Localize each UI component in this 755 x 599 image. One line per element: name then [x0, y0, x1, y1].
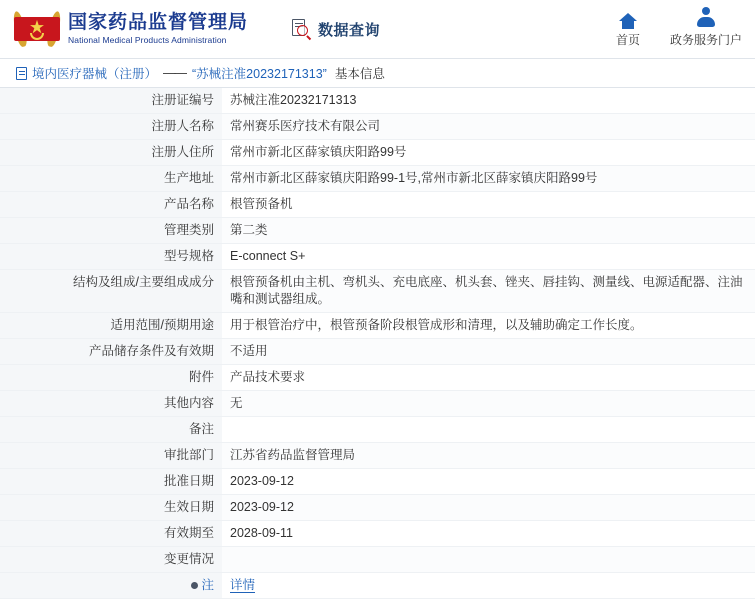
row-value: 江苏省药品监督管理局 [222, 443, 755, 469]
row-value: 用于根管治疗中，根管预备阶段根管成形和清理，以及辅助确定工作长度。 [222, 313, 755, 339]
home-icon [619, 6, 637, 28]
table-row [0, 270, 755, 313]
row-label: 附件 [0, 365, 222, 391]
row-value: 不适用 [222, 339, 755, 365]
row-value: 常州市新北区薛家镇庆阳路99号 [222, 140, 755, 166]
table-row [0, 192, 755, 218]
row-label: 变更情况 [0, 547, 222, 573]
row-label: 批准日期 [0, 469, 222, 495]
detail-table-body [0, 88, 755, 599]
row-value [222, 547, 755, 573]
row-value: 2028-09-11 [222, 521, 755, 547]
row-value: 常州赛乐医疗技术有限公司 [222, 114, 755, 140]
note-label-cell [0, 573, 222, 599]
table-row [0, 391, 755, 417]
row-label: 注册人住所 [0, 140, 222, 166]
document-search-icon [290, 18, 312, 40]
national-emblem-icon: ★ [14, 9, 60, 49]
row-value: 无 [222, 391, 755, 417]
row-label: 其他内容 [0, 391, 222, 417]
table-row [0, 495, 755, 521]
table-row [0, 313, 755, 339]
table-row [0, 521, 755, 547]
table-row [0, 218, 755, 244]
breadcrumb-registration-no: “苏械注准20232171313” [192, 67, 327, 81]
note-value-cell [222, 573, 755, 599]
data-query-label: 数据查询 [318, 21, 381, 39]
note-label: 注 [201, 578, 214, 592]
table-row [0, 114, 755, 140]
row-value: 根管预备机 [222, 192, 755, 218]
page-header [0, 0, 755, 58]
device-detail-table [0, 88, 755, 599]
row-label: 型号规格 [0, 244, 222, 270]
nav-item-home[interactable] [589, 6, 667, 48]
row-label: 适用范围/预期用途 [0, 313, 222, 339]
row-label: 产品名称 [0, 192, 222, 218]
row-label: 审批部门 [0, 443, 222, 469]
top-nav [589, 6, 745, 48]
info-bullet-icon [191, 582, 198, 589]
table-row [0, 244, 755, 270]
breadcrumb-tail: 基本信息 [334, 67, 385, 81]
table-row [0, 88, 755, 114]
row-label: 有效期至 [0, 521, 222, 547]
nav-item-home-label: 首页 [615, 33, 640, 47]
breadcrumb-separator: —— [163, 66, 187, 80]
note-detail-link[interactable]: 详情 [230, 578, 256, 592]
table-row [0, 166, 755, 192]
row-value: 2023-09-12 [222, 495, 755, 521]
nav-item-service-portal-label: 政务服务门户 [669, 33, 742, 47]
table-row [0, 547, 755, 573]
data-query-entry[interactable] [290, 18, 380, 40]
table-row-note [0, 573, 755, 599]
row-label: 结构及组成/主要组成成分 [0, 270, 222, 313]
row-value: 根管预备机由主机、弯机头、充电底座、机头套、锉夹、唇挂钩、测量线、电源适配器、注油嘴和测试器组成。 [222, 270, 755, 313]
org-name-en: National Medical Products Administration [68, 35, 227, 45]
row-value: 第二类 [222, 218, 755, 244]
row-value: E-connect S+ [222, 244, 755, 270]
nav-item-service-portal[interactable] [667, 6, 745, 48]
breadcrumb [0, 58, 755, 88]
row-label: 注册人名称 [0, 114, 222, 140]
table-row [0, 365, 755, 391]
document-icon [16, 67, 27, 80]
row-label: 备注 [0, 417, 222, 443]
org-name-cn: 国家药品监督管理局 [68, 12, 249, 33]
row-value: 苏械注准20232171313 [222, 88, 755, 114]
organization-title [68, 12, 248, 46]
row-label: 管理类别 [0, 218, 222, 244]
row-label: 注册证编号 [0, 88, 222, 114]
row-value: 常州市新北区薛家镇庆阳路99-1号,常州市新北区薛家镇庆阳路99号 [222, 166, 755, 192]
table-row [0, 339, 755, 365]
row-label: 生产地址 [0, 166, 222, 192]
row-value [222, 417, 755, 443]
detail-table-wrapper [0, 88, 755, 599]
breadcrumb-section[interactable]: 境内医疗器械（注册） [32, 67, 158, 81]
table-row [0, 417, 755, 443]
row-value: 2023-09-12 [222, 469, 755, 495]
table-row [0, 443, 755, 469]
table-row [0, 140, 755, 166]
table-row [0, 469, 755, 495]
row-label: 生效日期 [0, 495, 222, 521]
person-icon [697, 6, 715, 28]
row-label: 产品储存条件及有效期 [0, 339, 222, 365]
row-value: 产品技术要求 [222, 365, 755, 391]
